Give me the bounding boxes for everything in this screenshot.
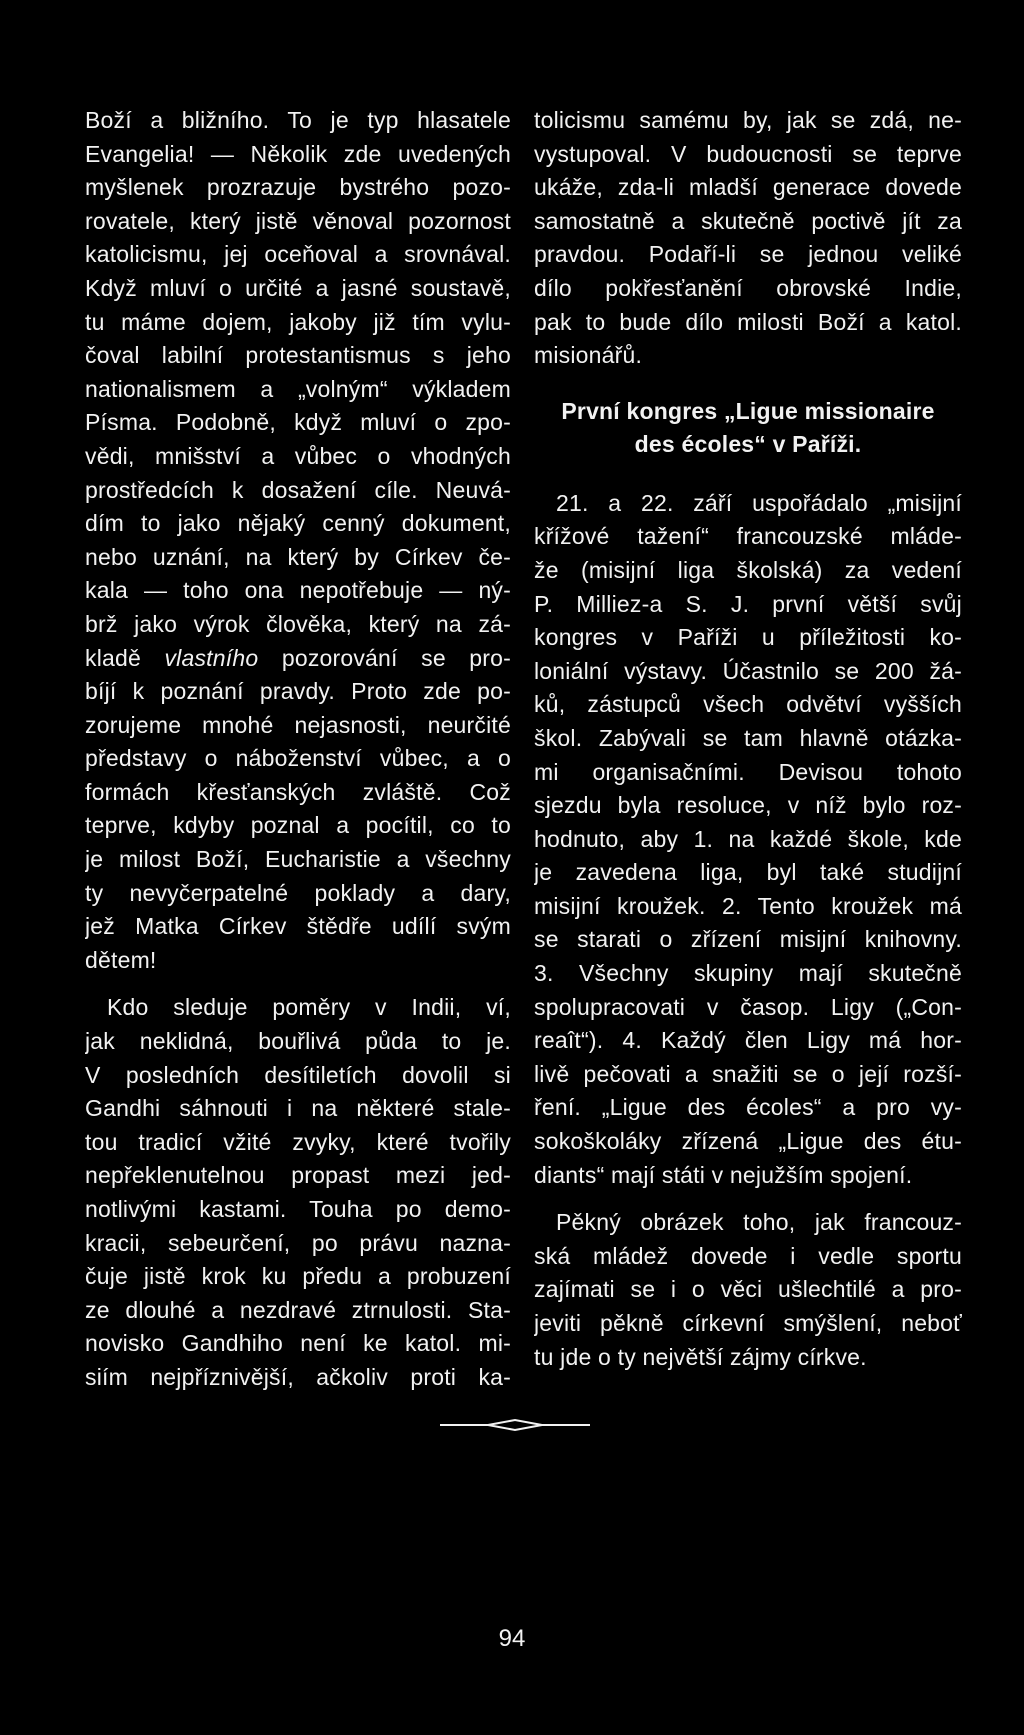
text-line: dím to jako nějaký cenný dokument, [85,510,511,537]
text-line: rovatele, který jistě věnoval pozornost [85,207,511,234]
divider-ornament [440,1417,590,1433]
text-line: formách křesťanských zvláště. Což [85,778,511,805]
text-line: ty nevyčerpatelné poklady a dary, [85,879,511,906]
paragraph-gap [85,977,511,991]
left-column [85,104,511,1395]
text-line: ků, zástupců všech odvětví vyšších [534,691,962,718]
text-line: pravdou. Podaří-li se jednou veliké [534,241,962,268]
text-line: Boží a bližního. To je typ hlasatele [85,107,511,133]
text-line: ření. „Ligue des écoles“ a pro vy- [534,1094,962,1121]
paragraph-gap [534,1192,962,1206]
text-line: Gandhi sáhnouti i na některé stale- [85,1095,511,1122]
text-line: bíjí k poznání pravdy. Proto zde po- [85,678,511,705]
heading-line: První kongres „Ligue missionaire [561,397,935,424]
text-line: teprve, kdyby poznal a pocítil, co to [85,812,511,839]
text-line: siím nejpříznivější, ačkoliv proti ka- [85,1363,511,1390]
text-line: jež Matka Církev štědře udílí svým [85,913,511,940]
text-line: kala — toho ona nepotřebuje — ný- [85,577,511,604]
text-line: jeviti pěkně církevní smýšlení, neboť [534,1310,962,1336]
right-column [534,104,962,1374]
text-line: Kdo sleduje poměry v Indii, ví, [107,994,511,1021]
text-line: vystupoval. V budoucnosti se teprve [534,140,962,167]
text-line: myšlenek prozrazuje bystrého pozo- [85,174,511,201]
text-line: čuje jistě krok ku předu a probuzení [85,1263,511,1290]
text-line: že (misijní liga školská) za vedení [534,556,962,583]
text-line: 3. Všechny skupiny mají skutečně [534,960,962,987]
text-line: dětem! [85,946,157,973]
text-line: pak to bude dílo milosti Boží a katol. [534,308,962,335]
text-line: livě pečovati a snažiti se o její rozší- [534,1060,962,1087]
text-line: je zavedena liga, byl také studijní [534,859,962,886]
text-line: zajímati se i o věci ušlechtilé a pro- [534,1276,962,1303]
page-number: 94 [498,1625,526,1652]
text-line: notlivými kastami. Touha po demo- [85,1196,511,1222]
text-line: Pěkný obrázek toho, jak francouz- [556,1209,962,1236]
heading-line: des écoles“ v Paříži. [634,430,862,457]
text-line: P. Milliez-a S. J. první větší svůj [534,590,962,617]
text-line: nepřeklenutelnou propast mezi jed- [85,1162,511,1189]
text-line: Písma. Podobně, když mluví o zpo- [85,409,511,436]
text-line: samostatně a skutečně poctivě jít za [534,207,962,234]
text-line: ukáže, zda-li mladší generace dovede [534,174,962,201]
text-line: ze dlouhé a nezdravé ztrnulosti. Sta- [85,1296,511,1323]
text-line: jak neklidná, bouřlivá půda to je. [85,1028,511,1055]
text-line: zorujeme mnohé nejasnosti, neurčité [85,711,511,738]
text-line: misijní kroužek. 2. Tento kroužek má [534,892,962,919]
text-line: nationalismem a „volným“ výkladem [85,375,511,402]
text-line: spolupracovati v časop. Ligy („Con- [534,993,962,1020]
text-line: Když mluví o určité a jasné soustavě, [85,274,511,301]
text-line: tou tradicí vžité zvyky, které tvořily [85,1128,511,1155]
text-line: novisko Gandhiho není ke katol. mi- [85,1330,511,1357]
text-line: sjezdu byla resoluce, v níž bylo roz- [534,792,962,819]
text-line: V posledních desítiletích dovolil si [85,1061,511,1088]
text-line: vědi, mnišství a vůbec o vhodných [85,442,511,469]
text-line: sokoškoláky zřízená „Ligue des étu- [534,1128,962,1155]
section-heading [534,395,962,461]
text-line: misionářů. [534,342,643,369]
text-line: dílo pokřesťanění obrovské Indie, [534,274,962,301]
text-line: čoval labilní protestantismus s jeho [85,342,511,369]
text-line: škol. Zabývali se tam hlavně otázka- [534,724,962,751]
text-line: hodnuto, aby 1. na každé škole, kde [534,825,962,852]
text-line: tu máme dojem, jakoby již tím vylu- [85,308,511,335]
text-line: představy o náboženství vůbec, a o [85,745,511,772]
text-line: prostředcích k dosažení cíle. Neuvá- [85,476,511,503]
text-line: diants“ mají státi v nejužším spojení. [534,1161,913,1188]
text-line: nebo uznání, na který by Církev če- [85,543,511,570]
text-line: Evangelia! — Několik zde uvedených [85,140,511,167]
text-line: 21. a 22. září uspořádalo „misijní [556,489,962,516]
text-line: křížové tažení“ francouzské mláde- [534,523,962,550]
text-line: tu jde o ty největší zájmy církve. [534,1343,867,1370]
text-line: je milost Boží, Eucharistie a všechny [85,846,511,873]
text-line: kracii, sebeurčení, po právu nazna- [85,1229,511,1256]
text-line-italic: kladě vlastního pozorování se pro- [85,644,511,671]
text-line: loniální výstavy. Účastnilo se 200 žá- [534,657,962,684]
text-line: tolicismu samému by, jak se zdá, ne- [534,107,962,133]
italic-word: vlastního [164,644,259,671]
text-line: ská mládež dovede i vedle sportu [534,1242,962,1269]
text-line: reaît“). 4. Každý člen Ligy má hor- [534,1027,962,1054]
text-line: mi organisačními. Devisou tohoto [534,758,962,785]
text-line: se starati o zřízení misijní knihovny. [534,926,962,953]
text-line: brž jako výrok člověka, který na zá- [85,610,511,637]
text-line: kongres v Paříži u příležitosti ko- [534,624,962,651]
text-line: katolicismu, jej oceňoval a srovnával. [85,241,511,268]
